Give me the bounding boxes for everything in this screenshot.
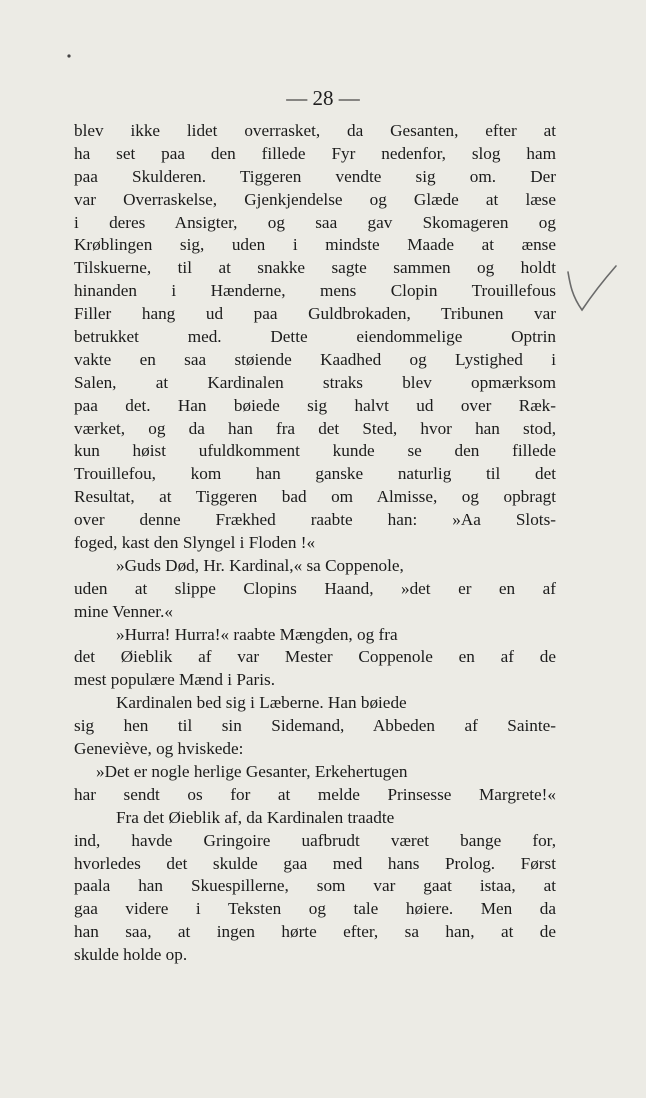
text-line: paala han Skuespillerne, som var gaat istaa, at <box>74 876 556 896</box>
text-line: sig hen til sin Sidemand, Abbeden af Sainte- <box>74 716 556 736</box>
text-line: foged, kast den Slyngel i Floden !« <box>74 533 316 553</box>
text-line: Fra det Øieblik af, da Kardinalen traadte <box>116 807 395 827</box>
text-line: i deres Ansigter, og saa gav Skomageren og <box>74 212 556 232</box>
text-line: paa Skulderen. Tiggeren vendte sig om. Der <box>74 166 556 186</box>
text-line: Kardinalen bed sig i Læberne. Han bøiede <box>116 693 407 713</box>
text-line: »Hurra! Hurra!« raabte Mængden, og fra <box>116 624 398 644</box>
text-line: Resultat, at Tiggeren bad om Almisse, og opbragt <box>74 487 556 507</box>
text-line: Trouillefou, kom han ganske naturlig til det <box>74 464 556 484</box>
text-line: »Det er nogle herlige Gesanter, Erkehertugen <box>96 761 408 781</box>
text-line: ha set paa den fillede Fyr nedenfor, slog ham <box>74 143 556 163</box>
body-text <box>74 120 556 967</box>
text-line: gaa videre i Teksten og tale høiere. Men da <box>74 899 556 919</box>
text-line: han saa, at ingen hørte efter, sa han, at de <box>74 922 556 942</box>
page-number: — 28 — <box>286 86 360 110</box>
text-line: betrukket med. Dette eiendommelige Optrin <box>74 327 556 347</box>
text-line: hinanden i Hænderne, mens Clopin Trouillefous <box>74 281 556 301</box>
pencil-checkmark <box>560 262 620 320</box>
text-line: uden at slippe Clopins Haand, »det er en af <box>74 578 556 598</box>
text-line: Salen, at Kardinalen straks blev opmærksom <box>74 372 556 392</box>
text-line: hvorledes det skulde gaa med hans Prolog. Først <box>74 853 556 873</box>
text-line: ind, havde Gringoire uafbrudt været bange for, <box>74 830 556 850</box>
text-line: blev ikke lidet overrasket, da Gesanten, efter at <box>74 121 556 140</box>
text-line: Filler hang ud paa Guldbrokaden, Tribunen var <box>74 304 556 324</box>
text-line: paa det. Han bøiede sig halvt ud over Ræk- <box>74 395 556 415</box>
text-line: har sendt os for at melde Prinsesse Margrete!« <box>74 784 556 804</box>
text-line: værket, og da han fra det Sted, hvor han stod, <box>74 418 556 438</box>
text-line: skulde holde op. <box>74 945 188 965</box>
text-line: var Overraskelse, Gjenkjendelse og Glæde at læse <box>74 189 556 209</box>
text-line: Krøblingen sig, uden i mindste Maade at ænse <box>74 235 556 255</box>
text-line: det Øieblik af var Mester Coppenole en af de <box>74 647 556 667</box>
text-line: »Guds Død, Hr. Kardinal,« sa Coppenole, <box>116 555 404 575</box>
text-line: over denne Frækhed raabte han: »Aa Slots- <box>74 510 556 530</box>
text-line: Geneviève, og hviskede: <box>74 739 244 759</box>
text-line: vakte en saa støiende Kaadhed og Lystighed i <box>74 349 556 369</box>
text-line: mest populære Mænd i Paris. <box>74 670 275 690</box>
text-line: kun høist ufuldkomment kunde se den fillede <box>74 441 556 461</box>
ink-speck <box>66 44 72 50</box>
text-line: mine Venner.« <box>74 601 173 621</box>
text-line: Tilskuerne, til at snakke sagte sammen og holdt <box>74 258 556 278</box>
